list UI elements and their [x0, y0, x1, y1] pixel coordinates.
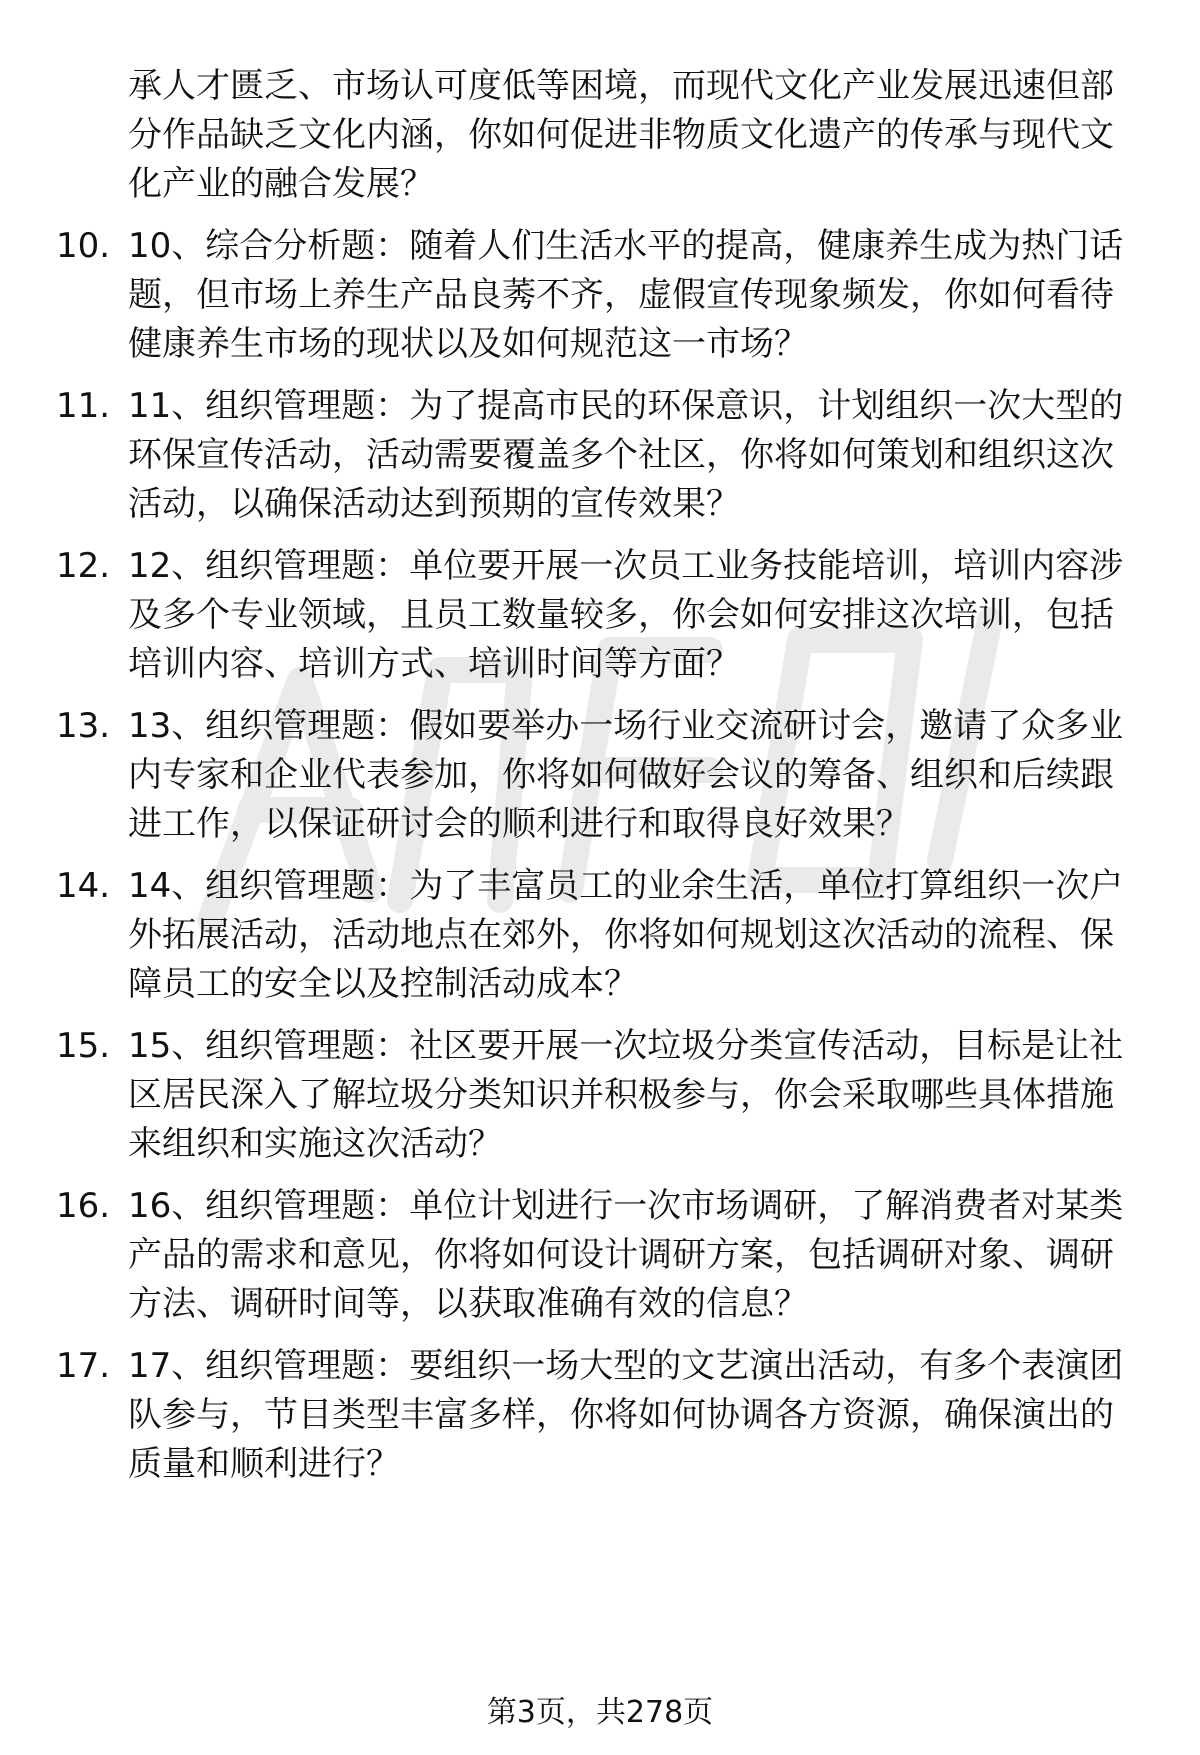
list-item-text: 16、组织管理题：单位计划进行一次市场调研，了解消费者对某类产品的需求和意见，你将如何设计调研方案，包括调研对象、调研方法、调研时间等，以获取准确有效的信息？ [128, 1186, 1124, 1324]
lead-paragraph: 承人才匮乏、市场认可度低等困境，而现代文化产业发展迅速但部分作品缺乏文化内涵，你如何促进非物质文化遗产的传承与现代文化产业的融合发展？ [128, 66, 1114, 204]
list-item-text: 14、组织管理题：为了丰富员工的业余生活，单位打算组织一次户外拓展活动，活动地点在郊外，你将如何规划这次活动的流程、保障员工的安全以及控制活动成本？ [128, 866, 1124, 1004]
list-item-number: 17. [56, 1346, 111, 1386]
list-item-number: 16. [56, 1186, 111, 1226]
list-item-text: 11、组织管理题：为了提高市民的环保意识，计划组织一次大型的环保宣传活动，活动需要覆盖多个社区，你将如何策划和组织这次活动，以确保活动达到预期的宣传效果？ [128, 386, 1124, 524]
list-item-number: 12. [56, 546, 111, 586]
list-item-number: 15. [56, 1026, 111, 1066]
list-item-text: 15、组织管理题：社区要开展一次垃圾分类宣传活动，目标是让社区居民深入了解垃圾分类知识并积极参与，你会采取哪些具体措施来组织和实施这次活动？ [128, 1026, 1124, 1164]
list-item-text: 17、组织管理题：要组织一场大型的文艺演出活动，有多个表演团队参与，节目类型丰富多样，你将如何协调各方资源，确保演出的质量和顺利进行？ [128, 1346, 1124, 1484]
list-item-text: 12、组织管理题：单位要开展一次员工业务技能培训，培训内容涉及多个专业领域，且员工数量较多，你会如何安排这次培训，包括培训内容、培训方式、培训时间等方面？ [128, 546, 1124, 684]
page-footer: 第3页，共278页 [486, 1695, 714, 1730]
list-item-text: 10、综合分析题：随着人们生活水平的提高，健康养生成为热门话题，但市场上养生产品良莠不齐，虚假宣传现象频发，你如何看待健康养生市场的现状以及如何规范这一市场？ [128, 226, 1124, 364]
list-item-number: 10. [56, 226, 111, 266]
list-item-number: 14. [56, 866, 111, 906]
list-item-number: 11. [56, 386, 111, 426]
list-item-text: 13、组织管理题：假如要举办一场行业交流研讨会，邀请了众多业内专家和企业代表参加，你将如何做好会议的筹备、组织和后续跟进工作，以保证研讨会的顺利进行和取得良好效果？ [128, 706, 1124, 844]
list-item-number: 13. [56, 706, 111, 746]
